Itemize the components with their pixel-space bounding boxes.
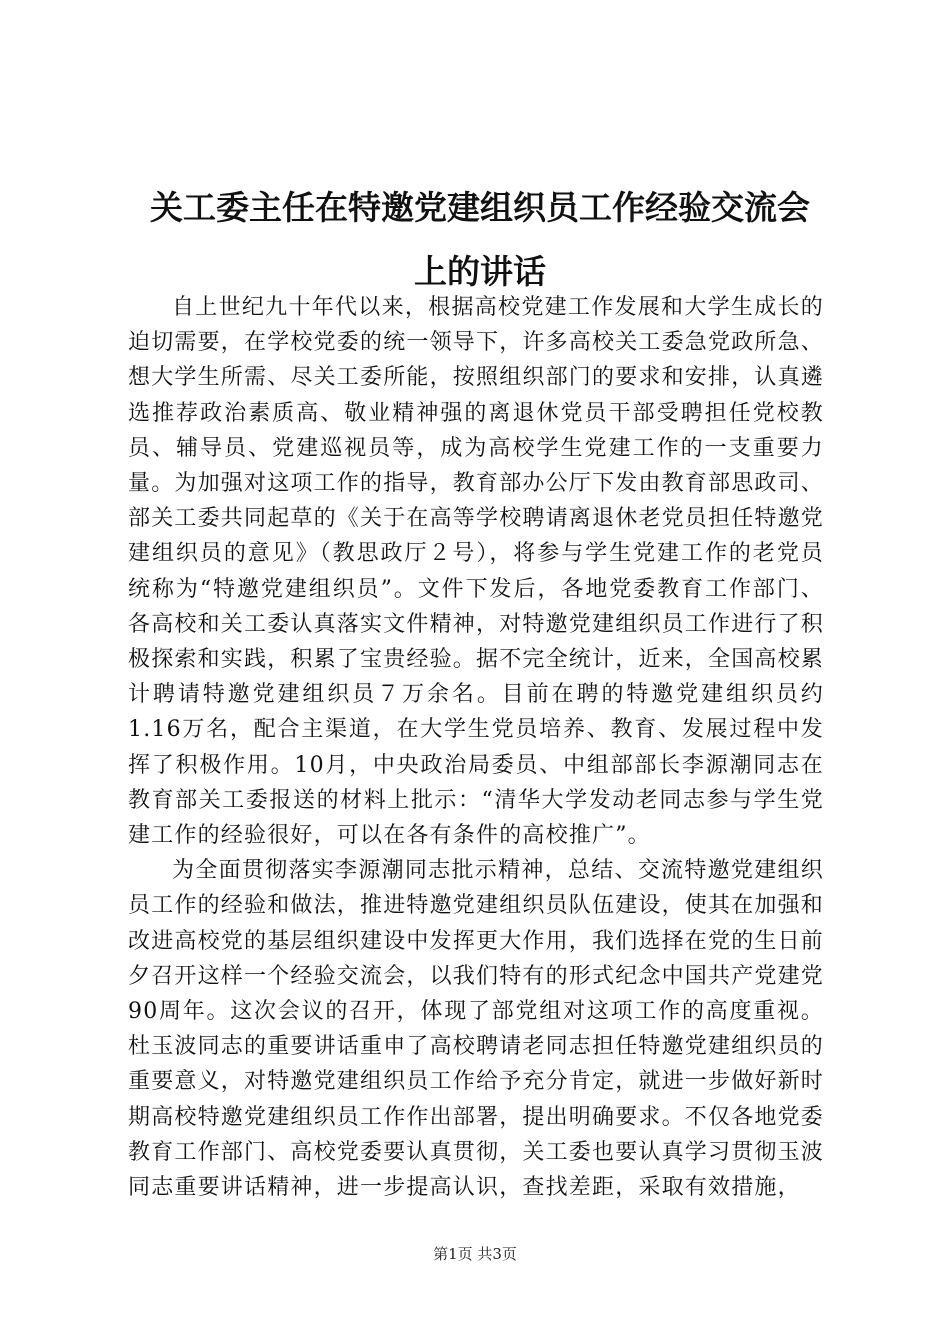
paragraph-1: 自上世纪九十年代以来，根据高校党建工作发展和大学生成长的迫切需要，在学校党委的统一领导下，许多高校关工委急党政所急、想大学生所需、尽关工委所能，按照组织部门的要求和安排，认真遴选推荐政治素质高、敬业精神强的离退休党员干部受聘担任党校教员、辅导员、党建巡视员等，成为高校学生党建工作的一支重要力量。为加强对这项工作的指导，教育部办公厅下发由教育部思政司、部关工委共同起草的《关于在高等学校聘请离退休老党员担任特邀党建组织员的意见》（教思政厅２号），将参与学生党建工作的老党员统称为“特邀党建组织员”。文件下发后，各地党委教育工作部门、各高校和关工委认真落实文件精神，对特邀党建组织员工作进行了积极探索和实践，积累了宝贵经验。据不完全统计，近来，全国高校累计聘请特邀党建组织员７万余名。目前在聘的特邀党建组织员约1.16万名，配合主渠道，在大学生党员培养、教育、发展过程中发挥了积极作用。10月，中央政治局委员、中组部部长李源潮同志在教育部关工委报送的材料上批示：“清华大学发动老同志参与学生党建工作的经验很好，可以在各有条件的高校推广”。 [128,295,825,849]
title-line-2: 上的讲话 [414,252,546,291]
document-body [128,290,824,1205]
paragraph-2: 为全面贯彻落实李源潮同志批示精神，总结、交流特邀党建组织员工作的经验和做法，推进特邀党建组织员队伍建设，使其在加强和改进高校党的基层组织建设中发挥更大作用，我们选择在党的生日前夕召开这样一个经验交流会，以我们特有的形式纪念中国共产党建党90周年。这次会议的召开，体现了部党组对这项工作的高度重视。杜玉波同志的重要讲话重申了高校聘请老同志担任特邀党建组织员的重要意义，对特邀党建组织员工作给予充分肯定，就进一步做好新时期高校特邀党建组织员工作作出部署，提出明确要求。不仅各地党委教育工作部门、高校党委要认真贯彻，关工委也要认真学习贯彻玉波同志重要讲话精神，进一步提高认识，查找差距，采取有效措施， [128,858,825,1201]
title-line-1: 关工委主任在特邀党建组织员工作经验交流会 [150,188,810,227]
page-footer: 第1页 共3页 [433,1245,517,1263]
document-title [120,176,840,304]
